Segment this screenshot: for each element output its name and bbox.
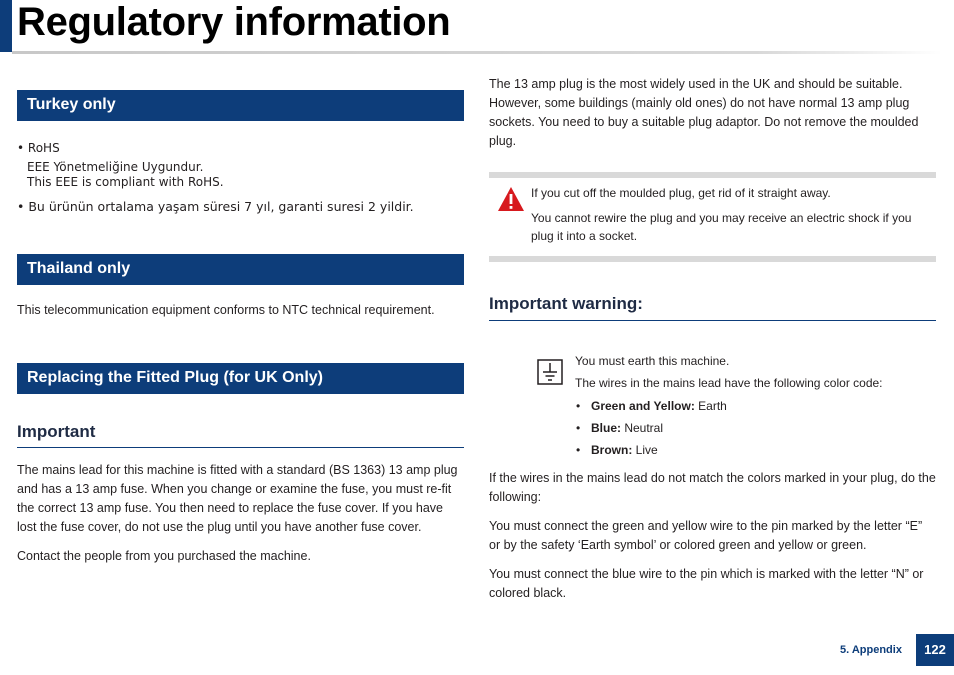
wire-color-value: Earth: [694, 399, 727, 413]
footer-section-label: 5. Appendix: [840, 644, 902, 656]
title-divider: [12, 51, 942, 54]
wire-color-label: Blue:: [591, 421, 621, 435]
earth-line-1: You must earth this machine.: [575, 354, 730, 368]
bullet-dot: •: [576, 399, 581, 413]
warning-box: [489, 172, 936, 262]
earth-line-2: The wires in the mains lead have the following color code:: [575, 376, 883, 390]
bullet-dot: •: [576, 421, 581, 435]
uk-plug-intro: The 13 amp plug is the most widely used in the UK and should be suitable. However, some buildings (mainly old ones) do not have normal 13 amp plug sockets. You need to buy a suitable plug adaptor. Do not remove the moulded plug.: [489, 77, 919, 148]
warning-box-top-bar: [489, 172, 936, 178]
neutral-wire-paragraph: You must connect the blue wire to the pin which is marked with the letter “N” or colored black.: [489, 567, 924, 600]
warning-line-1: If you cut off the moulded plug, get rid of it straight away.: [531, 186, 831, 200]
warning-triangle-icon: [497, 186, 525, 212]
turkey-compliance-line-2: This EEE is compliant with RoHS.: [27, 175, 224, 189]
title-accent-bar: [0, 0, 12, 52]
turkey-section-heading: Turkey only: [17, 90, 464, 121]
mismatch-paragraph: If the wires in the mains lead do not match the colors marked in your plug, do the following:: [489, 471, 936, 504]
turkey-lifetime-bullet: [17, 199, 414, 214]
plug-paragraph-2: Contact the people from you purchased the machine.: [17, 549, 311, 563]
warning-line-2: You cannot rewire the plug and you may receive an electric shock if you plug it into a socket.: [531, 211, 912, 243]
bullet-dot: •: [17, 199, 29, 214]
page-number: 122: [916, 634, 954, 666]
thailand-text: This telecommunication equipment conforms to NTC technical requirement.: [17, 303, 435, 317]
wire-color-item: [576, 399, 727, 413]
wire-color-item: [576, 421, 663, 435]
page-title: Regulatory information: [17, 0, 451, 44]
bullet-dot: •: [576, 443, 581, 457]
wire-color-label: Green and Yellow:: [591, 399, 695, 413]
thailand-section-heading: Thailand only: [17, 254, 464, 285]
wire-color-value: Live: [632, 443, 658, 457]
important-heading: Important: [17, 422, 96, 441]
earth-ground-icon: [537, 359, 563, 385]
warning-box-bottom-bar: [489, 256, 936, 262]
earth-wire-paragraph: You must connect the green and yellow wire to the pin marked by the letter “E” or by the safety ‘Earth symbol’ or colored green and yellow or green.: [489, 519, 923, 552]
wire-color-item: [576, 443, 658, 457]
important-warning-heading: Important warning:: [489, 294, 643, 313]
important-heading-rule: [17, 447, 464, 448]
bullet-dot: •: [17, 141, 28, 155]
rohs-label: RoHS: [27, 141, 60, 155]
important-warning-rule: [489, 320, 936, 321]
plug-paragraph-1: The mains lead for this machine is fitted with a standard (BS 1363) 13 amp plug and has a 13 amp fuse. When you change or examine the fuse, you must re-fit the correct 13 amp fuse. You then need to replace the fuse cover. If you have lost the fuse cover, do not use the plug until you have another fuse cover.: [17, 463, 458, 534]
turkey-lifetime-text: Bu ürünün ortalama yaşam süresi 7 yıl, garanti suresi 2 yildir.: [28, 199, 414, 214]
turkey-compliance-line-1: EEE Yönetmeliğine Uygundur.: [27, 160, 204, 174]
rohs-bullet: [17, 141, 60, 155]
wire-color-label: Brown:: [591, 443, 633, 457]
plug-section-heading: Replacing the Fitted Plug (for UK Only): [17, 363, 464, 394]
wire-color-value: Neutral: [621, 421, 664, 435]
